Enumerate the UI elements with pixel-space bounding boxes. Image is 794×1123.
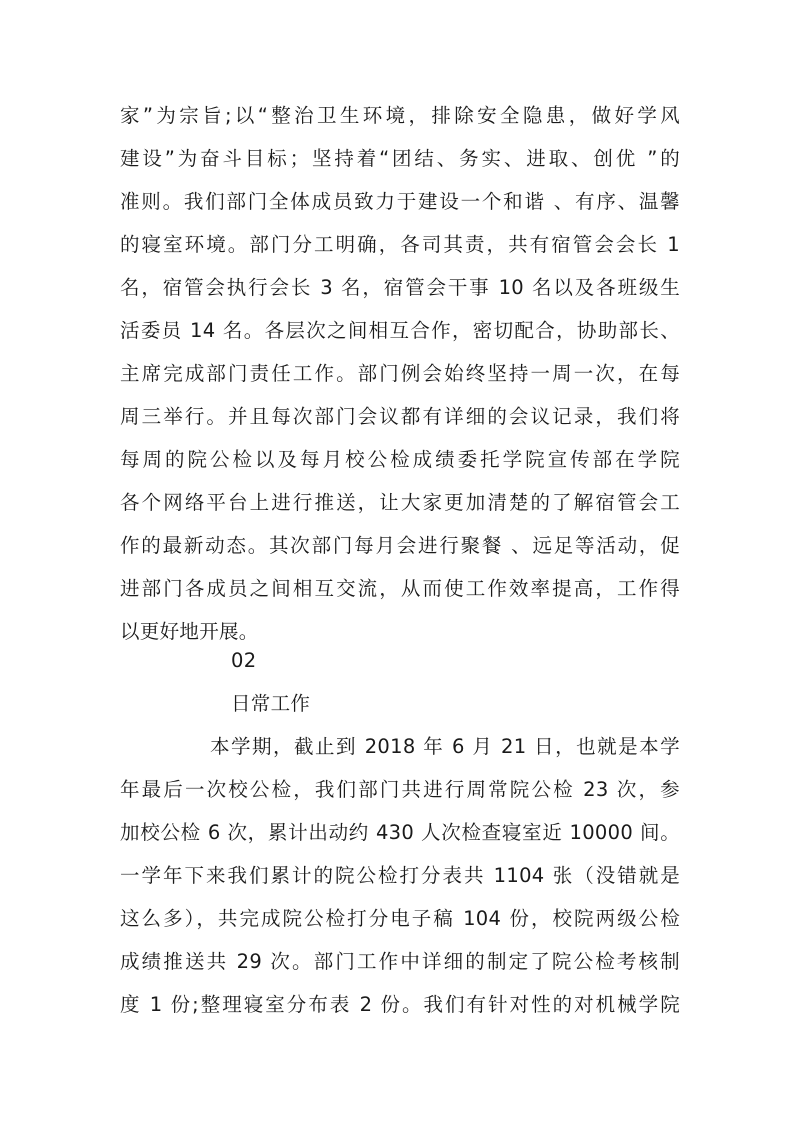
text-line: 活委员 14 名。各层次之间相互合作，密切配合，协助部长、 (120, 319, 680, 342)
text-line: 作的最新动态。其次部门每月会进行聚餐 、远足等活动，促 (120, 534, 680, 557)
text-line: 建设”为奋斗目标；坚持着“团结、务实、进取、创优 ”的 (120, 147, 680, 170)
text-line: 的寝室环境。部门分工明确，各司其责，共有宿管会会长 1 (120, 233, 680, 256)
text-line: 这么多），共完成院公检打分电子稿 104 份，校院两级公检 (120, 907, 680, 930)
text-line: 本学期，截止到 2018 年 6 月 21 日，也就是本学 (210, 735, 680, 758)
text-line: 各个网络平台上进行推送，让大家更加清楚的了解宿管会工 (120, 491, 680, 514)
text-line: 家”为宗旨;以“整治卫生环境，排除安全隐患，做好学风 (120, 104, 680, 127)
text-line: 以更好地开展。 (120, 620, 259, 643)
text-line: 准则。我们部门全体成员致力于建设一个和谐 、有序、温馨 (120, 190, 680, 213)
text-line: 周三举行。并且每次部门会议都有详细的会议记录，我们将 (120, 405, 680, 428)
text-line: 主席完成部门责任工作。部门例会始终坚持一周一次，在每 (120, 362, 680, 385)
text-line: 年最后一次校公检，我们部门共进行周常院公检 23 次，参 (120, 778, 680, 801)
text-line: 一学年下来我们累计的院公检打分表共 1104 张（没错就是 (120, 864, 680, 887)
text-line: 每周的院公检以及每月校公检成绩委托学院宣传部在学院 (120, 448, 680, 471)
text-line: 名，宿管会执行会长 3 名，宿管会干事 10 名以及各班级生 (120, 276, 680, 299)
text-line: 成绩推送共 29 次。部门工作中详细的制定了院公检考核制 (120, 950, 680, 973)
text-line: 加校公检 6 次，累计出动约 430 人次检查寝室近 10000 间。 (120, 821, 680, 844)
text-line: 进部门各成员之间相互交流，从而使工作效率提高，工作得 (120, 577, 680, 600)
section-title: 日常工作 (231, 692, 311, 715)
text-line: 度 1 份;整理寝室分布表 2 份。我们有针对性的对机械学院 (120, 993, 680, 1016)
section-number: 02 (231, 649, 257, 672)
